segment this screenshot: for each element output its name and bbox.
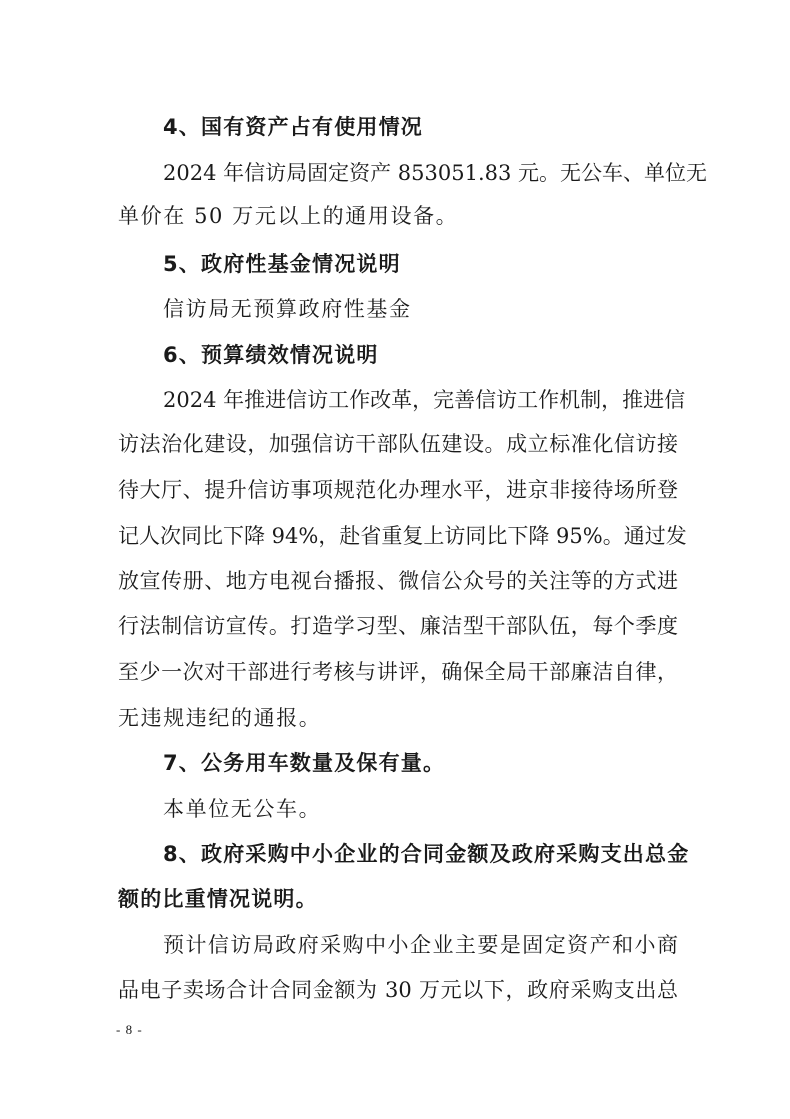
section-6-text-line-3: 待大厅、提升信访事项规范化办理水平，进京非接待场所登	[118, 478, 678, 502]
section-4-heading: 4、国有资产占有使用情况	[163, 115, 424, 139]
section-6-text-line-1: 2024 年推进信访工作改革，完善信访工作机制，推进信	[163, 388, 686, 412]
section-4-text-line-1: 2024 年信访局固定资产 853051.83 元。无公车、单位无	[163, 161, 708, 185]
section-5-text-line-1: 信访局无预算政府性基金	[163, 297, 412, 321]
section-5-heading: 5、政府性基金情况说明	[163, 252, 401, 276]
section-6-text-line-7: 至少一次对干部进行考核与讲评，确保全局干部廉洁自律，	[118, 660, 678, 684]
section-7-heading: 7、公务用车数量及保有量。	[163, 751, 446, 775]
section-6-heading: 6、预算绩效情况说明	[163, 343, 379, 367]
section-6-text-line-4: 记人次同比下降 94%，赴省重复上访同比下降 95%。通过发	[118, 524, 687, 548]
section-6-text-line-2: 访法治化建设，加强信访干部队伍建设。成立标准化信访接	[118, 432, 678, 456]
section-4-text-line-2: 单价在 50 万元以上的通用设备。	[118, 204, 459, 228]
section-6-text-line-5: 放宣传册、地方电视台播报、微信公众号的关注等的方式进	[118, 569, 678, 593]
section-8-text-line-2: 品电子卖场合计合同金额为 30 万元以下，政府采购支出总	[118, 978, 678, 1002]
section-7-text-line-1: 本单位无公车。	[163, 797, 322, 821]
page-number: - 8 -	[116, 1022, 143, 1037]
section-8-text-line-1: 预计信访局政府采购中小企业主要是固定资产和小商	[163, 933, 678, 957]
section-8-heading-line-2: 额的比重情况说明。	[118, 887, 318, 911]
section-6-text-line-8: 无违规违纪的通报。	[118, 706, 322, 730]
section-8-heading-line-1: 8、政府采购中小企业的合同金额及政府采购支出总金	[163, 842, 690, 866]
section-6-text-line-6: 行法制信访宣传。打造学习型、廉洁型干部队伍，每个季度	[118, 614, 678, 638]
